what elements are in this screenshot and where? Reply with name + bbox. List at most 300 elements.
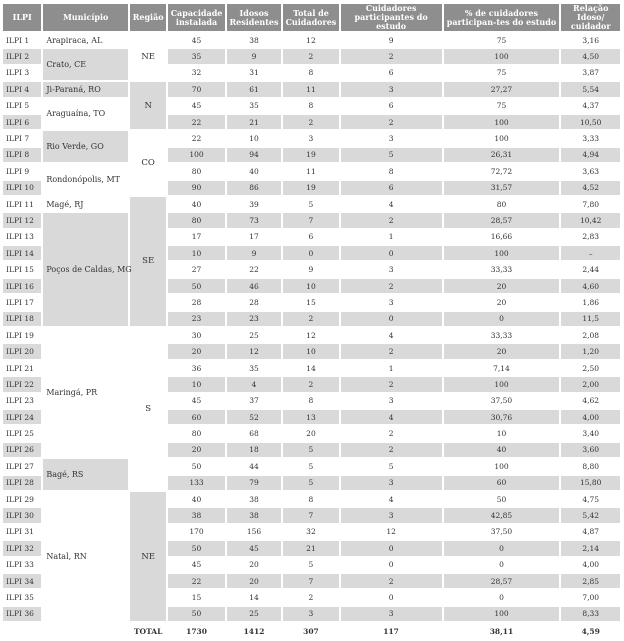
cell-ilpi: ILPI 26 [3, 443, 41, 457]
cell-regiao: S [145, 403, 152, 414]
cell-ilpi: ILPI 13 [6, 232, 34, 242]
cell-cuidadores-participantes: 2 [341, 344, 442, 358]
cell-capacidade: 36 [191, 363, 202, 373]
cell-municipio: Natal, RN [46, 552, 87, 561]
cell-relacao: 4,00 [582, 560, 600, 570]
caregivers-table [1, 2, 622, 641]
cell-cuidadores-participantes: 12 [386, 527, 396, 537]
cell-ilpi: ILPI 5 [6, 101, 30, 111]
cell-capacidade: 30 [191, 330, 202, 340]
cell-percent: 0 [499, 592, 504, 602]
cell-ilpi: ILPI 35 [6, 592, 34, 602]
cell-total-cuidadores: 2 [308, 592, 314, 602]
table-row [3, 99, 620, 113]
cell-ilpi: ILPI 29 [6, 494, 34, 504]
cell-relacao: 2,85 [561, 574, 620, 588]
cell-cuidadores-participantes: 6 [388, 68, 394, 78]
cell-percent: 33,33 [490, 330, 513, 340]
cell-idosos: 18 [227, 443, 281, 457]
cell-ilpi: ILPI 22 [3, 377, 41, 391]
total-row [3, 623, 620, 639]
header-percent: % de cuidadores participan-tes do estudo [444, 4, 560, 31]
cell-capacidade: 22 [168, 574, 224, 588]
cell-relacao: 2,08 [582, 330, 600, 340]
cell-municipio: Ji-Paraná, RO [43, 82, 128, 96]
cell-total-cuidadores: 5 [308, 199, 314, 209]
cell-cuidadores-participantes: 4 [388, 494, 394, 504]
cell-percent: 31,57 [444, 181, 560, 195]
cell-idosos: 12 [227, 344, 281, 358]
cell-cuidadores-participantes: 2 [341, 574, 442, 588]
cell-ilpi: ILPI 3 [6, 68, 30, 78]
cell-total-cuidadores: 8 [308, 101, 314, 111]
cell-total-cuidadores: 32 [306, 527, 316, 537]
cell-ilpi: ILPI 7 [6, 134, 30, 144]
cell-percent: 0 [444, 312, 560, 326]
cell-relacao: 3,63 [582, 166, 600, 176]
cell-cuidadores-participantes: 0 [388, 560, 394, 570]
cell-relacao: 8,33 [561, 607, 620, 621]
cell-ilpi: ILPI 17 [6, 297, 34, 307]
cell-idosos: 94 [227, 148, 281, 162]
cell-ilpi: ILPI 9 [6, 166, 30, 176]
cell-relacao: 3,16 [582, 35, 600, 45]
cell-total-cuidadores: 3 [308, 134, 314, 144]
cell-percent: 0 [444, 541, 560, 555]
cell-ilpi: ILPI 31 [6, 527, 34, 537]
cell-relacao: 4,87 [582, 527, 600, 537]
table-row [3, 49, 620, 63]
cell-percent: 20 [496, 297, 507, 307]
cell-capacidade: 60 [168, 410, 224, 424]
table-row [3, 33, 620, 47]
cell-total-cuidadores: 21 [283, 541, 338, 555]
cell-relacao: 4,94 [561, 148, 620, 162]
cell-regiao: CO [141, 158, 155, 169]
cell-percent: 20 [444, 279, 560, 293]
cell-total-cuidadores: 7 [283, 213, 338, 227]
cell-percent: 72,72 [490, 166, 513, 176]
cell-relacao: 11,5 [561, 312, 620, 326]
cell-relacao: 3,87 [582, 68, 600, 78]
cell-capacidade: 32 [191, 68, 202, 78]
cell-capacidade: 80 [191, 429, 202, 439]
header-capacidade: Capacidade instalada [168, 4, 224, 31]
cell-total-cuidadores: 8 [308, 68, 314, 78]
cell-cuidadores-participantes: 3 [388, 297, 394, 307]
cell-capacidade: 45 [191, 101, 202, 111]
cell-capacidade: 45 [191, 35, 202, 45]
cell-ilpi: ILPI 4 [3, 82, 41, 96]
cell-relacao: – [561, 246, 620, 260]
cell-ilpi: ILPI 28 [3, 476, 41, 490]
cell-relacao: 3,40 [582, 429, 600, 439]
cell-relacao: 4,62 [582, 396, 600, 406]
cell-ilpi: ILPI 34 [3, 574, 41, 588]
cell-capacidade: 17 [191, 232, 202, 242]
cell-capacidade: 22 [191, 134, 202, 144]
table-row [3, 197, 620, 211]
header-idosos: Idosos Residentes [227, 4, 281, 31]
cell-idosos: 61 [227, 82, 281, 96]
cell-ilpi: ILPI 36 [3, 607, 41, 621]
cell-total-cuidadores: 2 [283, 115, 338, 129]
total-capacidade: 1730 [186, 626, 207, 636]
cell-cuidadores-participantes: 0 [341, 246, 442, 260]
cell-relacao: 4,50 [561, 49, 620, 63]
cell-municipio: Rio Verde, GO [43, 131, 128, 162]
cell-idosos: 20 [227, 574, 281, 588]
cell-cuidadores-participantes: 4 [341, 410, 442, 424]
cell-idosos: 14 [249, 592, 259, 602]
cell-idosos: 25 [227, 607, 281, 621]
cell-regiao: NE [141, 51, 155, 62]
cell-total-cuidadores: 10 [283, 279, 338, 293]
cell-cuidadores-participantes: 2 [341, 213, 442, 227]
cell-percent: 10 [496, 429, 507, 439]
cell-idosos: 37 [249, 396, 259, 406]
cell-cuidadores-participantes: 2 [341, 443, 442, 457]
cell-relacao: 10,50 [561, 115, 620, 129]
cell-total-cuidadores: 19 [283, 181, 338, 195]
cell-ilpi: ILPI 8 [3, 148, 41, 162]
cell-total-cuidadores: 5 [283, 443, 338, 457]
cell-idosos: 46 [227, 279, 281, 293]
cell-capacidade: 100 [168, 148, 224, 162]
cell-total-cuidadores: 8 [308, 494, 314, 504]
cell-relacao: 4,75 [582, 494, 600, 504]
cell-capacidade: 40 [191, 494, 202, 504]
cell-cuidadores-participantes: 2 [341, 115, 442, 129]
cell-idosos: 73 [227, 213, 281, 227]
cell-ilpi: ILPI 33 [6, 560, 34, 570]
table-row [3, 164, 620, 178]
cell-capacidade: 22 [168, 115, 224, 129]
header-total-cuidadores: Total de Cuidadores [283, 4, 338, 31]
total-label: TOTAL [133, 626, 163, 636]
cell-relacao: 4,00 [561, 410, 620, 424]
cell-cuidadores-participantes: 3 [388, 396, 394, 406]
cell-relacao: 7,80 [582, 199, 600, 209]
cell-cuidadores-participantes: 4 [388, 330, 394, 340]
cell-percent: 100 [444, 115, 560, 129]
cell-percent: 33,33 [490, 265, 513, 275]
cell-cuidadores-participantes: 5 [388, 461, 394, 471]
table-row [3, 459, 620, 473]
cell-percent: 27,27 [444, 82, 560, 96]
cell-cuidadores-participantes: 2 [388, 429, 394, 439]
cell-idosos: 4 [227, 377, 281, 391]
cell-municipio: Araguaína, TO [46, 109, 106, 119]
cell-idosos: 9 [227, 246, 281, 260]
cell-cuidadores-participantes: 6 [341, 181, 442, 195]
header-regiao: Região [130, 4, 166, 31]
cell-ilpi: ILPI 19 [6, 330, 34, 340]
cell-idosos: 68 [249, 429, 259, 439]
cell-idosos: 38 [249, 35, 259, 45]
cell-percent: 75 [496, 68, 507, 78]
cell-idosos: 22 [249, 265, 259, 275]
cell-idosos: 52 [227, 410, 281, 424]
cell-total-cuidadores: 2 [283, 49, 338, 63]
cell-total-cuidadores: 11 [283, 82, 338, 96]
cell-regiao: NE [130, 492, 166, 621]
cell-capacidade: 80 [191, 166, 202, 176]
cell-total-cuidadores: 13 [283, 410, 338, 424]
cell-capacidade: 50 [168, 607, 224, 621]
cell-cuidadores-participantes: 3 [388, 265, 394, 275]
cell-total-cuidadores: 19 [283, 148, 338, 162]
cell-cuidadores-participantes: 0 [341, 541, 442, 555]
cell-percent: 28,57 [444, 574, 560, 588]
cell-relacao: 4,37 [582, 101, 600, 111]
cell-idosos: 44 [249, 461, 259, 471]
cell-ilpi: ILPI 21 [6, 363, 34, 373]
cell-relacao: 1,20 [561, 344, 620, 358]
cell-ilpi: ILPI 18 [3, 312, 41, 326]
cell-idosos: 86 [227, 181, 281, 195]
cell-percent: 60 [444, 476, 560, 490]
cell-percent: 7,14 [493, 363, 510, 373]
cell-total-cuidadores: 6 [308, 232, 314, 242]
cell-idosos: 31 [249, 68, 259, 78]
cell-cuidadores-participantes: 2 [341, 279, 442, 293]
cell-municipio: Rondonópolis, MT [46, 175, 120, 185]
cell-regiao: SE [130, 197, 166, 326]
cell-cuidadores-participantes: 1 [388, 363, 394, 373]
cell-relacao: 15,80 [561, 476, 620, 490]
cell-cuidadores-participantes: 0 [341, 312, 442, 326]
cell-capacidade: 38 [168, 508, 224, 522]
cell-ilpi: ILPI 20 [3, 344, 41, 358]
cell-cuidadores-participantes: 2 [341, 49, 442, 63]
cell-percent: 26,31 [444, 148, 560, 162]
cell-capacidade: 50 [168, 541, 224, 555]
cell-total-cuidadores: 20 [306, 429, 316, 439]
cell-idosos: 35 [249, 363, 259, 373]
cell-capacidade: 28 [191, 297, 202, 307]
cell-capacidade: 50 [191, 461, 202, 471]
cell-cuidadores-participantes: 9 [388, 35, 394, 45]
cell-total-cuidadores: 5 [308, 560, 314, 570]
cell-percent: 28,57 [444, 213, 560, 227]
cell-ilpi: ILPI 24 [3, 410, 41, 424]
cell-relacao: 2,00 [561, 377, 620, 391]
cell-percent: 50 [496, 494, 507, 504]
cell-percent: 37,50 [490, 396, 513, 406]
cell-percent: 16,66 [490, 232, 513, 242]
cell-cuidadores-participantes: 3 [341, 607, 442, 621]
total-percent: 38,11 [489, 626, 514, 636]
header-cuidadores-participantes: Cuidadores participantes do estudo [341, 4, 442, 31]
cell-capacidade: 10 [168, 377, 224, 391]
total-empty [3, 623, 41, 639]
cell-idosos: 79 [227, 476, 281, 490]
cell-idosos: 35 [249, 101, 259, 111]
cell-relacao: 4,60 [561, 279, 620, 293]
cell-idosos: 17 [249, 232, 259, 242]
total-total-cuidadores: 307 [303, 626, 319, 636]
cell-total-cuidadores: 0 [283, 246, 338, 260]
header-municipio: Município [43, 4, 128, 31]
cell-cuidadores-participantes: 3 [341, 476, 442, 490]
cell-total-cuidadores: 12 [306, 330, 316, 340]
cell-cuidadores-participantes: 2 [341, 377, 442, 391]
cell-capacidade: 45 [191, 396, 202, 406]
cell-ilpi: ILPI 14 [3, 246, 41, 260]
cell-relacao: 1,86 [582, 297, 600, 307]
table-row [3, 213, 620, 227]
cell-relacao: 10,42 [561, 213, 620, 227]
total-cuidadores-participantes: 117 [383, 626, 399, 636]
cell-relacao: 3,60 [561, 443, 620, 457]
cell-cuidadores-participantes: 3 [388, 134, 394, 144]
cell-cuidadores-participantes: 6 [388, 101, 394, 111]
cell-total-cuidadores: 14 [306, 363, 316, 373]
cell-ilpi: ILPI 10 [3, 181, 41, 195]
cell-regiao: N [130, 82, 166, 129]
cell-total-cuidadores: 7 [283, 574, 338, 588]
cell-municipio: Magé, RJ [46, 199, 84, 209]
cell-cuidadores-participantes: 4 [388, 199, 394, 209]
cell-idosos: 21 [227, 115, 281, 129]
cell-idosos: 156 [246, 527, 262, 537]
cell-total-cuidadores: 8 [308, 396, 314, 406]
cell-cuidadores-participantes: 5 [341, 148, 442, 162]
cell-capacidade: 133 [168, 476, 224, 490]
cell-idosos: 25 [249, 330, 259, 340]
cell-municipio: Bagé, RS [43, 459, 128, 490]
cell-percent: 100 [444, 607, 560, 621]
cell-ilpi: ILPI 2 [3, 49, 41, 63]
cell-percent: 75 [496, 101, 507, 111]
cell-ilpi: ILPI 30 [3, 508, 41, 522]
cell-idosos: 38 [227, 508, 281, 522]
cell-capacidade: 10 [168, 246, 224, 260]
cell-total-cuidadores: 12 [306, 35, 316, 45]
cell-relacao: 4,52 [561, 181, 620, 195]
cell-idosos: 45 [227, 541, 281, 555]
cell-percent: 100 [494, 461, 509, 471]
cell-ilpi: ILPI 11 [6, 199, 34, 209]
cell-ilpi: ILPI 27 [6, 461, 34, 471]
cell-ilpi: ILPI 15 [6, 265, 34, 275]
cell-percent: 37,50 [490, 527, 513, 537]
cell-relacao: 5,54 [561, 82, 620, 96]
table-row [3, 492, 620, 506]
cell-cuidadores-participantes: 3 [341, 82, 442, 96]
cell-total-cuidadores: 7 [283, 508, 338, 522]
cell-percent: 100 [444, 246, 560, 260]
header-ilpi: ILPI [3, 4, 41, 31]
cell-cuidadores-participantes: 1 [388, 232, 394, 242]
cell-capacidade: 50 [168, 279, 224, 293]
cell-relacao: 2,83 [582, 232, 600, 242]
cell-idosos: 9 [227, 49, 281, 63]
cell-capacidade: 20 [168, 344, 224, 358]
cell-idosos: 10 [249, 134, 259, 144]
cell-total-cuidadores: 2 [283, 377, 338, 391]
cell-relacao: 7,00 [582, 592, 600, 602]
cell-municipio: Crato, CE [43, 49, 128, 80]
cell-total-cuidadores: 11 [306, 166, 316, 176]
cell-ilpi: ILPI 1 [6, 35, 30, 45]
cell-municipio: Poços de Caldas, MG [43, 213, 128, 326]
cell-capacidade: 40 [191, 199, 202, 209]
cell-percent: 30,76 [444, 410, 560, 424]
cell-total-cuidadores: 2 [283, 312, 338, 326]
cell-capacidade: 23 [168, 312, 224, 326]
cell-relacao: 2,14 [561, 541, 620, 555]
cell-cuidadores-participantes: 0 [388, 592, 394, 602]
cell-relacao: 2,50 [582, 363, 600, 373]
cell-percent: 100 [494, 134, 509, 144]
cell-capacidade: 27 [191, 265, 202, 275]
cell-ilpi: ILPI 12 [3, 213, 41, 227]
cell-ilpi: ILPI 6 [3, 115, 41, 129]
cell-idosos: 28 [249, 297, 259, 307]
cell-idosos: 40 [249, 166, 259, 176]
cell-total-cuidadores: 5 [308, 461, 314, 471]
cell-percent: 42,85 [444, 508, 560, 522]
cell-municipio: Arapiraca, AL [46, 35, 103, 45]
table-row [3, 82, 620, 96]
cell-cuidadores-participantes: 3 [341, 508, 442, 522]
total-empty [43, 623, 128, 639]
cell-ilpi: ILPI 16 [3, 279, 41, 293]
cell-percent: 80 [496, 199, 507, 209]
cell-idosos: 38 [249, 494, 259, 504]
cell-relacao: 3,33 [582, 134, 600, 144]
cell-capacidade: 90 [168, 181, 224, 195]
cell-idosos: 20 [249, 560, 259, 570]
cell-total-cuidadores: 5 [283, 476, 338, 490]
cell-capacidade: 15 [191, 592, 202, 602]
cell-cuidadores-participantes: 8 [388, 166, 394, 176]
table-row [3, 131, 620, 145]
cell-total-cuidadores: 15 [306, 297, 316, 307]
cell-total-cuidadores: 9 [308, 265, 314, 275]
cell-capacidade: 70 [168, 82, 224, 96]
cell-percent: 100 [444, 377, 560, 391]
cell-ilpi: ILPI 25 [6, 429, 34, 439]
cell-percent: 40 [444, 443, 560, 457]
cell-relacao: 2,44 [582, 265, 600, 275]
header-row [3, 4, 620, 31]
cell-percent: 75 [496, 35, 507, 45]
cell-capacidade: 20 [168, 443, 224, 457]
cell-percent: 20 [444, 344, 560, 358]
cell-municipio: Maringá, PR [46, 388, 98, 398]
cell-idosos: 23 [227, 312, 281, 326]
header-relacao: Relação Idoso/ cuidador [561, 4, 620, 31]
cell-ilpi: ILPI 32 [3, 541, 41, 555]
table-row [3, 328, 620, 342]
cell-capacidade: 80 [168, 213, 224, 227]
cell-capacidade: 45 [191, 560, 202, 570]
cell-total-cuidadores: 3 [283, 607, 338, 621]
cell-idosos: 39 [249, 199, 259, 209]
cell-capacidade: 170 [189, 527, 204, 537]
cell-ilpi: ILPI 23 [6, 396, 34, 406]
total-idosos: 1412 [243, 626, 265, 636]
total-relacao: 4,59 [581, 626, 600, 636]
cell-capacidade: 35 [168, 49, 224, 63]
cell-relacao: 5,42 [561, 508, 620, 522]
cell-relacao: 8,80 [582, 461, 600, 471]
cell-percent: 0 [499, 560, 504, 570]
cell-percent: 100 [444, 49, 560, 63]
